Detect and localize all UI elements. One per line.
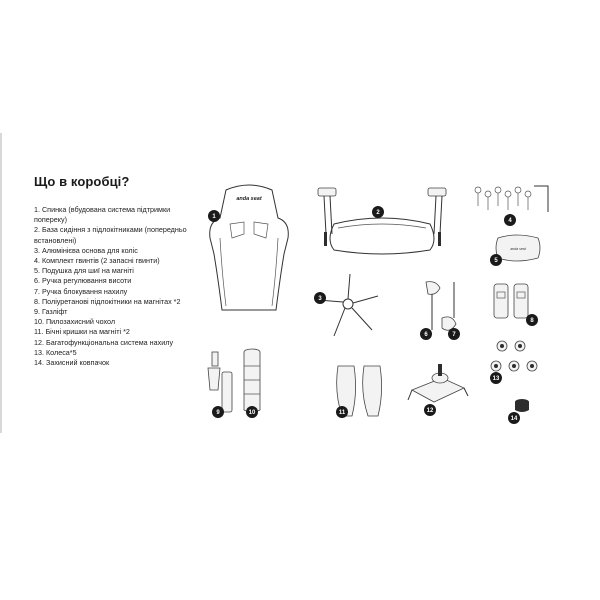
protective-cap-icon <box>502 394 542 428</box>
list-item: 10. Пилозахисний чохол <box>34 317 116 327</box>
svg-text:1: 1 <box>212 214 216 221</box>
list-item: 4. Комплект гвинтів (2 запасні гвинти) <box>34 256 160 266</box>
list-item: 1. Спинка (вбудована система підтримки попереку) <box>34 205 171 225</box>
page-edge-line <box>0 133 2 433</box>
svg-text:2: 2 <box>376 210 380 217</box>
section-title: Що в коробці? <box>34 174 130 189</box>
svg-text:7: 7 <box>452 332 456 339</box>
list-item: 8. Поліуретанові підлокітники на магнітах *2 <box>34 296 181 306</box>
svg-text:3: 3 <box>318 296 322 303</box>
list-item: 6. Ручка регулювання висоти <box>34 276 132 286</box>
tilt-mechanism-icon <box>402 360 472 422</box>
svg-text:4: 4 <box>508 218 512 225</box>
list-item: 3. Алюмінієва основа для коліс <box>34 245 138 255</box>
chair-backrest-icon <box>204 178 294 318</box>
neck-pillow-icon <box>488 230 548 270</box>
svg-text:12: 12 <box>426 408 434 415</box>
casters-icon <box>484 336 554 388</box>
seat-base-with-armrests-icon <box>312 184 452 264</box>
list-item: 2. База сидіння з підлокітниками (попередньо встановлені) <box>34 225 187 245</box>
brand-logo: anda seat <box>236 196 262 202</box>
svg-text:11: 11 <box>338 410 346 417</box>
list-item: 7. Ручка блокування нахилу <box>34 286 128 296</box>
svg-text:14: 14 <box>510 416 518 423</box>
list-item: 11. Бічні кришки на магніті *2 <box>34 327 130 337</box>
svg-text:13: 13 <box>492 376 500 383</box>
list-item: 5. Подушка для шиї на магніті <box>34 266 134 276</box>
svg-text:10: 10 <box>248 410 256 417</box>
adjustment-handles-icon <box>418 278 468 344</box>
armrest-pads-icon <box>490 282 546 330</box>
side-covers-icon <box>330 362 390 422</box>
contents-list <box>34 205 202 368</box>
list-item: 9. Газліфт <box>34 307 68 317</box>
svg-text:anda seat: anda seat <box>510 247 526 251</box>
svg-text:8: 8 <box>530 318 534 325</box>
svg-text:5: 5 <box>494 258 498 265</box>
list-item: 13. Колеса*5 <box>34 347 77 357</box>
list-item: 12. Багатофункціональна система нахилу <box>34 337 174 347</box>
screw-kit-icon <box>470 182 560 232</box>
list-item: 14. Захисний ковпачок <box>34 358 110 368</box>
dust-cover-icon <box>238 346 268 422</box>
svg-text:9: 9 <box>216 410 220 417</box>
five-star-base-icon <box>312 270 382 340</box>
svg-text:6: 6 <box>424 332 428 339</box>
